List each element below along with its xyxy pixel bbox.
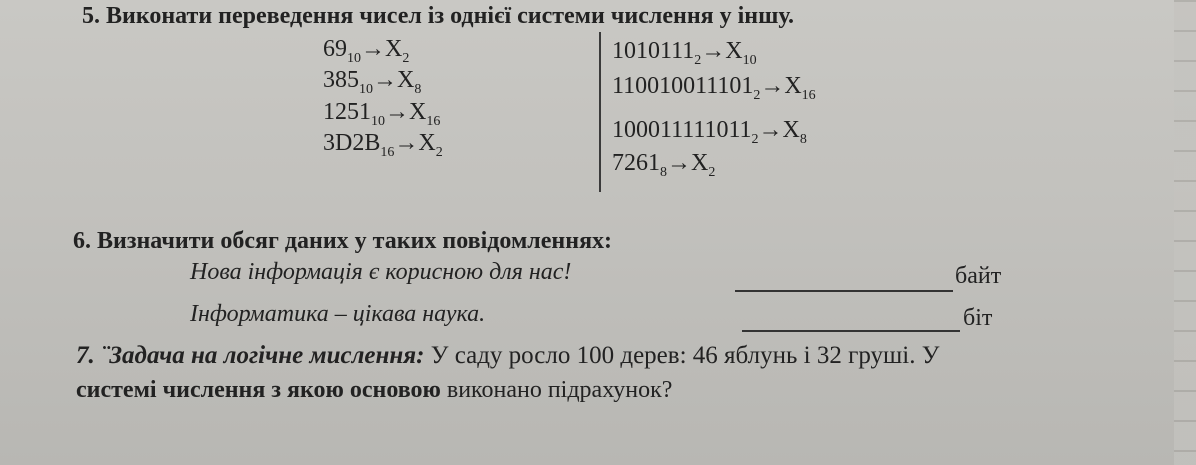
conversion-item xyxy=(323,99,440,130)
message-text: Нова інформація є корисною для нас! xyxy=(190,259,572,285)
task7-label: 7. ¨Задача на логічне мислення: xyxy=(76,342,425,369)
target: X xyxy=(409,99,427,125)
number: 1010111 xyxy=(612,38,695,64)
target: X xyxy=(725,38,743,64)
target-base: 10 xyxy=(742,52,757,68)
base: 2 xyxy=(751,131,759,147)
base: 10 xyxy=(347,50,361,66)
number: 1251 xyxy=(323,99,371,125)
unit-label: байт xyxy=(955,263,1002,289)
task5-title: 5. Виконати переведення чисел із однієї системи числення у іншу. xyxy=(82,3,794,29)
target-base: 16 xyxy=(426,113,441,129)
task7-text-2: виконано підрахунок? xyxy=(446,377,673,403)
arrow-icon: → xyxy=(373,67,397,93)
task7-text: У саду росло 100 дерев: 46 яблунь і 32 груші. У xyxy=(430,342,940,369)
unit-label: біт xyxy=(963,305,993,331)
base: 16 xyxy=(380,144,395,160)
number: 100011111011 xyxy=(612,117,752,143)
answer-blank xyxy=(742,330,960,332)
target: X xyxy=(397,67,415,93)
task7-line-2 xyxy=(76,377,672,404)
base: 10 xyxy=(359,81,373,97)
number: 7261 xyxy=(612,150,660,176)
answer-blank xyxy=(735,290,953,292)
arrow-icon: → xyxy=(385,99,409,125)
number: 385 xyxy=(323,67,359,93)
base: 10 xyxy=(371,113,385,129)
task7-label-2: системі числення з якою основою xyxy=(76,377,441,403)
arrow-icon: → xyxy=(758,117,783,143)
conversion-item xyxy=(612,73,816,104)
arrow-icon: → xyxy=(760,73,785,99)
column-divider xyxy=(599,32,601,192)
number: 3D2B xyxy=(323,130,381,156)
conversion-item xyxy=(612,38,757,69)
arrow-icon: → xyxy=(361,36,385,62)
target-base: 8 xyxy=(414,81,422,97)
arrow-icon: → xyxy=(667,150,691,176)
conversion-item xyxy=(612,117,807,148)
target: X xyxy=(782,117,800,143)
target: X xyxy=(691,150,709,176)
number: 69 xyxy=(323,36,347,62)
target-base: 2 xyxy=(402,50,410,66)
arrow-icon: → xyxy=(394,130,419,156)
base: 2 xyxy=(753,87,761,103)
base: 8 xyxy=(660,164,667,180)
number: 110010011101 xyxy=(612,73,754,99)
conversion-item xyxy=(323,36,409,67)
target: X xyxy=(418,130,436,156)
task6-title: 6. Визначити обсяг даних у таких повідомленнях: xyxy=(73,228,613,254)
target: X xyxy=(385,36,403,62)
target: X xyxy=(784,73,802,99)
target-base: 2 xyxy=(708,164,716,180)
target-base: 16 xyxy=(801,87,816,103)
task7-line-1 xyxy=(76,342,939,370)
target-base: 2 xyxy=(435,144,443,160)
page-edge xyxy=(1174,0,1196,465)
base: 2 xyxy=(694,52,702,68)
conversion-item xyxy=(612,150,715,181)
message-text: Інформатика – цікава наука. xyxy=(190,301,486,327)
conversion-item xyxy=(323,130,443,161)
target-base: 8 xyxy=(799,131,807,147)
conversion-item xyxy=(323,67,421,98)
arrow-icon: → xyxy=(701,38,726,64)
